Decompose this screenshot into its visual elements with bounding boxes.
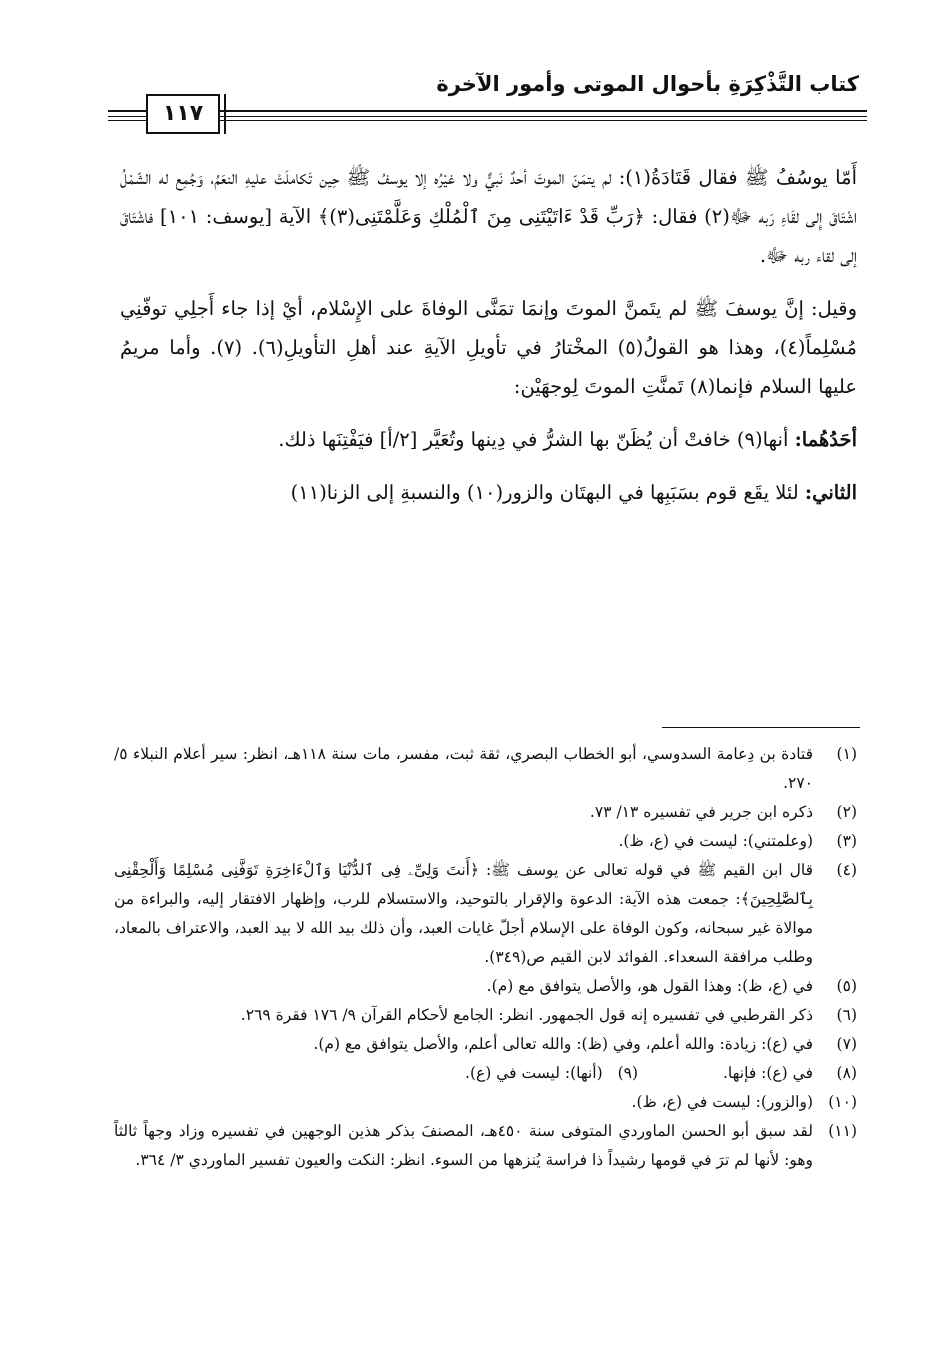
footnote-text: (والزور): ليست في (ع، ظ). — [631, 1093, 813, 1111]
footnote-number: (٨) — [836, 1064, 857, 1082]
footnote — [114, 1088, 857, 1117]
footnote-text: قال ابن القيم ﷺ في قوله تعالى عن يوسف ﷺ: ﴿أَنتَ وَلِىِّۦ فِى ٱلدُّنْيَا وَٱلْءَاخِرَةِ تَوَفَّنِى مُسْلِمًا وَأَلْحِقْنِى بِٱلصَّٰلِحِينَ﴾: جمعت هذه الآية: الدعوة والإقرار بالتوحيد، والاستسلام للرب، وإظهار الافتقار إليه، والبراءة من موالاة غير سبحانه، وكون الوفاة على الإسلام أجلّ غايات العبد، وأن ذلك بيد الله لا بيد العبد، والاعتراف بالمعاد، وطلب مرافقة السعداء. الفوائد لابن القيم ص(٣٤٩). — [114, 861, 813, 966]
footnote-text: (وعلمتني): ليست في (ع، ظ). — [618, 832, 813, 850]
main-text — [120, 158, 857, 526]
footnote — [114, 827, 857, 856]
footnote — [114, 856, 857, 972]
footnote-number: (٦) — [836, 1006, 857, 1024]
footnote-number: (١١) — [828, 1122, 857, 1140]
footnote-number: (٣) — [836, 832, 857, 850]
footnote — [114, 798, 857, 827]
footnote-text: لقد سبق أبو الحسن الماوردي المتوفى سنة ٤٥٠هـ، المصنفَ بذكر هذين الوجهين في تفسيره وزاد وجهاً ثالثاً وهو: لأنها لم ترَ في قومها رشيداً ذا فراسة يُنزهها من السوء. انظر: النكت والعيون تفسير الماوردي ٣/ ٣٦٤. — [114, 1122, 813, 1169]
footnote — [114, 740, 857, 798]
paragraph-lead: الثاني: — [804, 481, 857, 504]
footnote-text: في (ع، ظ): وهذا القول هو، والأصل يتوافق مع (م). — [486, 977, 813, 995]
footnote — [114, 972, 857, 1001]
footnote-text: في (ع): زيادة: والله أعلم، وفي (ظ): والله تعالى أعلم، والأصل يتوافق مع (م). — [313, 1035, 813, 1053]
paragraph — [120, 420, 857, 459]
header-rule — [108, 116, 867, 117]
footnote-text: ذكر القرطبي في تفسيره إنه قول الجمهور. انظر: الجامع لأحكام القرآن ٩/ ١٧٦ فقرة ٢٦٩. — [240, 1006, 813, 1024]
footnote-number: (٥) — [836, 977, 857, 995]
header-rule — [108, 120, 867, 121]
footnote-text: ذكره ابن جرير في تفسيره ١٣/ ٧٣. — [589, 803, 813, 821]
paragraph: أَمّا يوسُفُ ﷺ فقال قَتَادَةُ(١): لم يتمَنّ الموتَ أحدٌ نَبيٌّ ولا غيْرُه إلا يوسفُ ﷺ حِين تَكاملَتْ عليهِ النعَمُ، وَجُمِع له الشّمْلُ اشْتَاقَ إِلى لقَاءِ رَبه ﷻ(٢) فقال: ﴿رَبِّ قَدْ ءَاتَيْتَنِى مِنَ ٱلْمُلْكِ وَعَلَّمْتَنِى(٣)﴾ الآية [يوسف: ١٠١] فاشْتَاقَ إلى لقاء ربه ﷻ. — [120, 166, 857, 267]
footnotes — [114, 740, 857, 1175]
footnote-number: (٢) — [836, 803, 857, 821]
footnote-number: (٩) — [617, 1064, 639, 1082]
paragraph-lead: أحَدُهُما: — [794, 428, 857, 451]
footnote-number: (٧) — [836, 1035, 857, 1053]
paragraph-text: لئلا يقَع قوم بسَبَبِها في البهتَان والزور(١٠) والنسبةِ إلى الزنا(١١) — [290, 481, 799, 504]
footnote — [114, 1117, 857, 1175]
paragraph-text: أنها(٩) خافتْ أن يُظَنّ بها الشرُّ في دِينها وتُعَيَّر [٢/أ] فيَفْتِنَها ذلك. — [278, 428, 789, 451]
footnote-text: قتادة بن دِعامة السدوسي، أبو الخطاب البصري، ثقة ثبت، مفسر، مات سنة ١١٨هـ، انظر: سير أعلام النبلاء ٥/ ٢٧٠. — [114, 745, 814, 792]
footnote-separator — [662, 727, 860, 728]
footnote — [114, 1030, 857, 1059]
header-rule — [108, 110, 867, 112]
footnote-row — [114, 1059, 857, 1088]
page-number: ١١٧ — [146, 94, 220, 134]
footnote-number: (٤) — [836, 861, 857, 879]
footnote-text: في (ع): فإنها. — [723, 1064, 813, 1082]
footnote — [114, 1001, 857, 1030]
running-header-title: كتاب التَّذْكِرَةِ بأحوال الموتى وأمور الآخرة — [436, 72, 859, 96]
paragraph: وقيل: إنَّ يوسفَ ﷺ لم يتَمنَّ الموتَ وإنمَا تمَنَّى الوفاةَ على الإِسْلام، أيْ إذا جاء أَجلِي توفّنِي مُسْلِماً(٤)، وهذا هو القولُ(٥) المخْتارُ في تأويلِ الآيةِ عند أهلِ التأويلِ(٦). (٧). وأما مريمُ عليها السلام فإنما(٨) تَمنَّتِ الموتَ لِوجهَيْن: — [120, 297, 857, 398]
footnote-number: (١) — [836, 745, 857, 763]
footnote-number: (١٠) — [828, 1093, 857, 1111]
footnote-text: (أنها): ليست في (ع). — [465, 1064, 603, 1082]
paragraph — [120, 473, 857, 512]
